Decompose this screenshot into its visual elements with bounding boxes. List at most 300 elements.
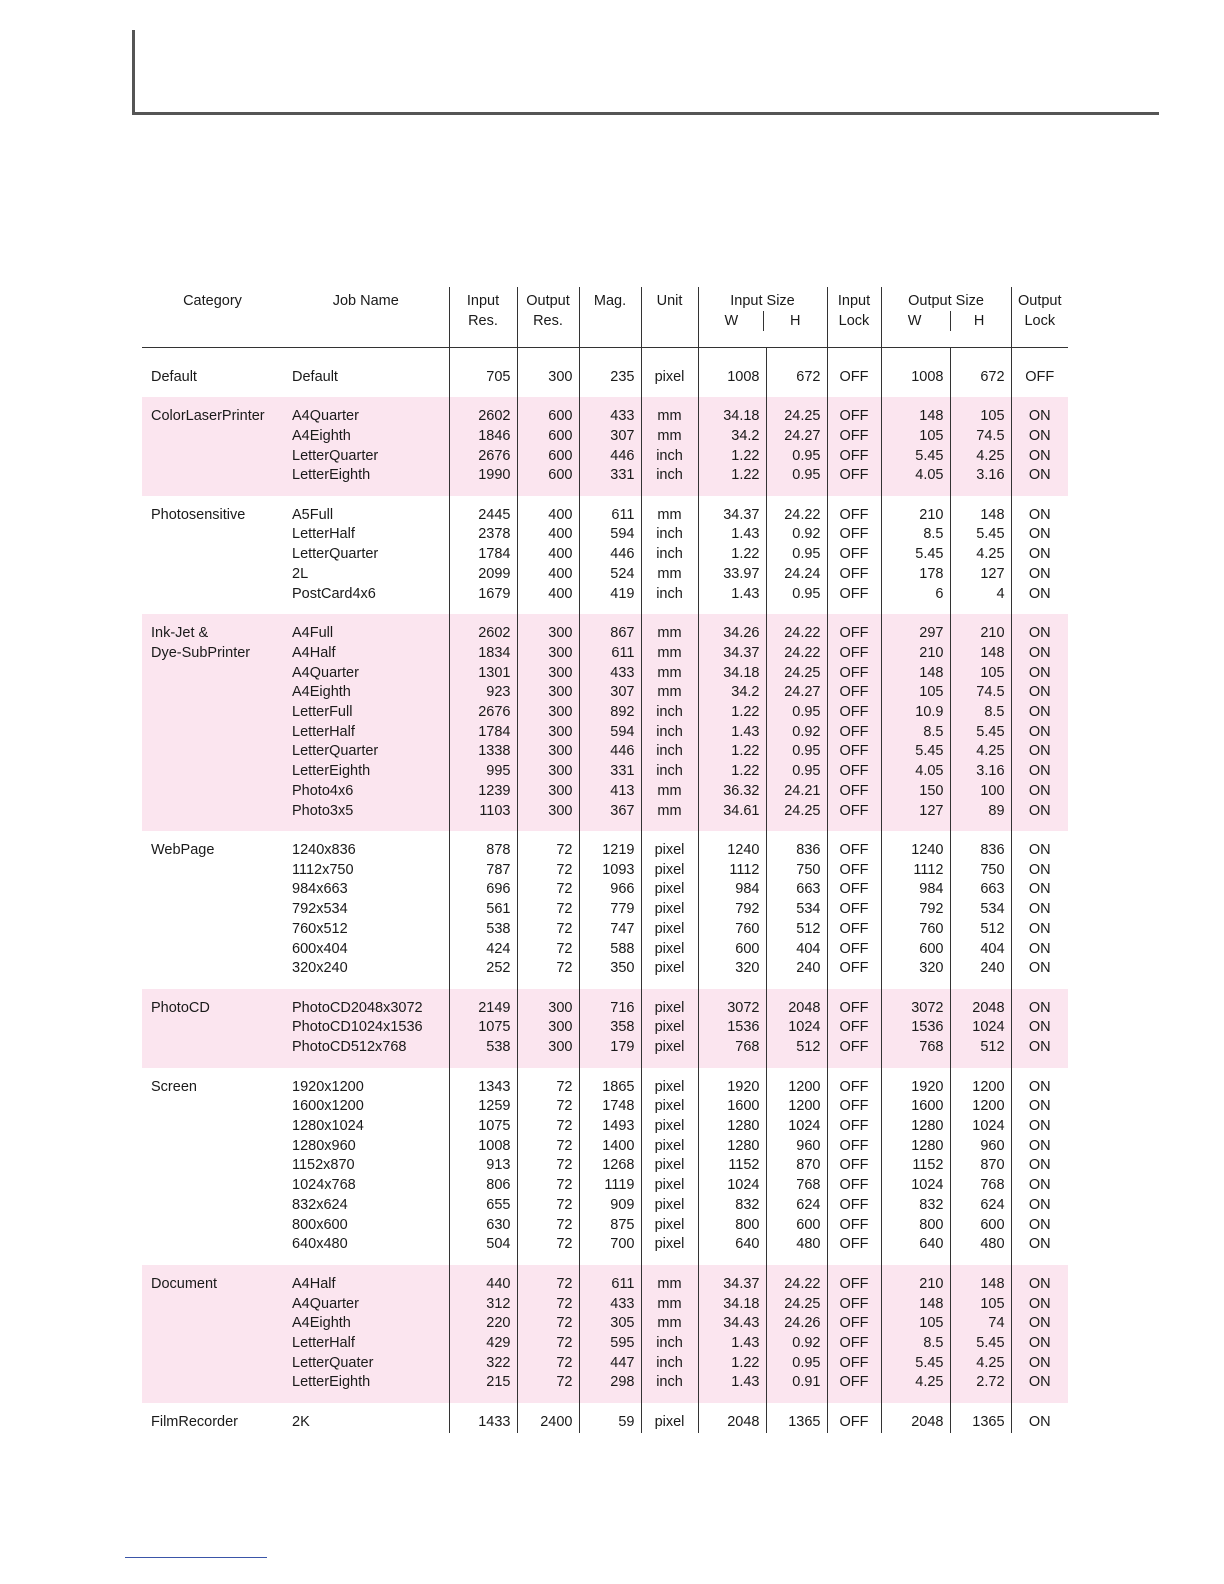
- job-name-cell: Photo4x6: [283, 782, 449, 802]
- value-cell: 4.05: [881, 466, 950, 486]
- value-cell: 34.61: [698, 802, 766, 822]
- value-cell: 300: [517, 723, 579, 743]
- value-cell: ON: [1011, 841, 1068, 861]
- value-cell: 480: [950, 1235, 1011, 1255]
- value-cell: 307: [579, 683, 641, 703]
- value-cell: 59: [579, 1413, 641, 1433]
- value-cell: 1024: [766, 1018, 827, 1038]
- value-cell: 300: [517, 368, 579, 388]
- value-cell: OFF: [827, 683, 881, 703]
- value-cell: 400: [517, 545, 579, 565]
- value-cell: OFF: [827, 624, 881, 644]
- job-name-cell: 640x480: [292, 1236, 348, 1253]
- value-cell: OFF: [827, 664, 881, 684]
- value-cell: OFF: [827, 782, 881, 802]
- value-cell: inch: [641, 585, 698, 605]
- value-cell: 600: [766, 1216, 827, 1236]
- value-cell: 611: [579, 506, 641, 526]
- value-cell: 24.25: [766, 407, 827, 427]
- value-cell: OFF: [827, 1117, 881, 1137]
- value-cell: 34.18: [698, 1295, 766, 1315]
- job-name-cell: LetterHalf: [292, 526, 355, 543]
- value-cell: inch: [641, 742, 698, 762]
- value-cell: 34.18: [698, 664, 766, 684]
- value-cell: 127: [881, 802, 950, 822]
- value-cell: 34.37: [698, 644, 766, 664]
- page-header-frame: [132, 30, 1159, 115]
- value-cell: 760: [881, 920, 950, 940]
- value-cell: OFF: [827, 723, 881, 743]
- value-cell: 1.43: [698, 585, 766, 605]
- value-cell: 768: [698, 1038, 766, 1058]
- value-cell: 331: [579, 762, 641, 782]
- value-cell: 72: [517, 1078, 579, 1098]
- value-cell: 5.45: [950, 723, 1011, 743]
- value-cell: OFF: [827, 1038, 881, 1058]
- table-row: [142, 1137, 1068, 1157]
- value-cell: 5.45: [950, 525, 1011, 545]
- value-cell: 512: [766, 920, 827, 940]
- table-row: [142, 1295, 1068, 1315]
- category-cell: [142, 782, 283, 802]
- value-cell: 1024: [950, 1018, 1011, 1038]
- value-cell: 800: [698, 1216, 766, 1236]
- category-cell: Document: [142, 1275, 283, 1295]
- value-cell: 72: [517, 1334, 579, 1354]
- value-cell: 24.27: [766, 427, 827, 447]
- value-cell: OFF: [827, 506, 881, 526]
- category-cell: [142, 1117, 283, 1137]
- category-cell: [142, 565, 283, 585]
- value-cell: OFF: [827, 565, 881, 585]
- value-cell: 300: [517, 782, 579, 802]
- value-cell: 300: [517, 703, 579, 723]
- value-cell: ON: [1011, 861, 1068, 881]
- value-cell: 538: [449, 1038, 517, 1058]
- value-cell: ON: [1011, 1156, 1068, 1176]
- value-cell: 440: [449, 1275, 517, 1295]
- table-row: [142, 703, 1068, 723]
- table-row: [142, 959, 1068, 979]
- value-cell: mm: [641, 506, 698, 526]
- value-cell: 0.91: [766, 1373, 827, 1393]
- value-cell: 24.24: [766, 565, 827, 585]
- job-name-cell: 2L: [292, 565, 309, 582]
- value-cell: OFF: [827, 1354, 881, 1374]
- value-cell: ON: [1011, 1413, 1068, 1433]
- group-spacer: [142, 348, 1068, 368]
- category-cell: Photosensitive: [151, 506, 246, 523]
- job-name-cell: A4Quarter: [283, 1295, 449, 1315]
- value-cell: 1.22: [698, 447, 766, 467]
- value-cell: OFF: [827, 1097, 881, 1117]
- value-cell: 0.95: [766, 742, 827, 762]
- category-cell: PhotoCD: [142, 999, 283, 1019]
- table-row: [142, 1235, 1068, 1255]
- value-cell: pixel: [641, 1038, 698, 1058]
- job-name-cell: LetterEighth: [283, 1373, 449, 1393]
- value-cell: 0.95: [766, 762, 827, 782]
- job-name-cell: PostCard4x6: [292, 585, 376, 602]
- category-cell: [142, 959, 283, 979]
- value-cell: 594: [579, 525, 641, 545]
- table-row: [142, 782, 1068, 802]
- value-cell: 611: [579, 1275, 641, 1295]
- value-cell: 1365: [766, 1413, 827, 1433]
- value-cell: ON: [1011, 1373, 1068, 1393]
- table-row: [142, 368, 1068, 388]
- category-cell: [142, 802, 283, 822]
- category-cell: [142, 1018, 283, 1038]
- value-cell: 600: [950, 1216, 1011, 1236]
- value-cell: 404: [950, 940, 1011, 960]
- group-spacer: [142, 1255, 1068, 1275]
- value-cell: 105: [881, 427, 950, 447]
- category-cell: Default: [151, 368, 197, 385]
- value-cell: 1268: [579, 1156, 641, 1176]
- value-cell: OFF: [827, 447, 881, 467]
- value-cell: OFF: [827, 1334, 881, 1354]
- value-cell: ON: [1011, 782, 1068, 802]
- value-cell: 300: [517, 1038, 579, 1058]
- table-row: [142, 841, 1068, 861]
- value-cell: mm: [641, 1295, 698, 1315]
- value-cell: 447: [579, 1354, 641, 1374]
- table-row: [142, 1038, 1068, 1058]
- value-cell: 8.5: [881, 1334, 950, 1354]
- value-cell: OFF: [827, 368, 881, 388]
- value-cell: 358: [579, 1018, 641, 1038]
- value-cell: 72: [517, 900, 579, 920]
- job-name-cell: 1600x1200: [292, 1098, 364, 1115]
- table-row: [142, 545, 1068, 565]
- value-cell: 72: [517, 1354, 579, 1374]
- value-cell: mm: [641, 782, 698, 802]
- value-cell: 446: [579, 447, 641, 467]
- value-cell: 10.9: [881, 703, 950, 723]
- value-cell: inch: [641, 1354, 698, 1374]
- header-mag: Mag.: [579, 287, 641, 348]
- job-name-cell: 792x534: [292, 901, 348, 918]
- job-name-cell: 320x240: [292, 960, 348, 977]
- value-cell: 429: [449, 1334, 517, 1354]
- value-cell: 1338: [449, 742, 517, 762]
- value-cell: 1280: [881, 1117, 950, 1137]
- value-cell: 5.45: [881, 742, 950, 762]
- value-cell: 105: [881, 1314, 950, 1334]
- table-row: [142, 1117, 1068, 1137]
- value-cell: 72: [517, 1137, 579, 1157]
- value-cell: pixel: [641, 1413, 698, 1433]
- value-cell: 1024: [881, 1176, 950, 1196]
- value-cell: 611: [579, 644, 641, 664]
- value-cell: 1.22: [698, 1354, 766, 1374]
- value-cell: 534: [766, 900, 827, 920]
- table-row: [142, 1334, 1068, 1354]
- value-cell: 404: [766, 940, 827, 960]
- value-cell: 2676: [449, 447, 517, 467]
- value-cell: 867: [579, 624, 641, 644]
- value-cell: 696: [449, 880, 517, 900]
- value-cell: mm: [641, 644, 698, 664]
- value-cell: pixel: [641, 959, 698, 979]
- value-cell: pixel: [641, 999, 698, 1019]
- value-cell: 5.45: [950, 1334, 1011, 1354]
- value-cell: 34.43: [698, 1314, 766, 1334]
- table-row: [142, 427, 1068, 447]
- category-cell: [142, 1314, 283, 1334]
- value-cell: 433: [579, 1295, 641, 1315]
- value-cell: 350: [579, 959, 641, 979]
- value-cell: OFF: [827, 1156, 881, 1176]
- value-cell: 1152: [881, 1156, 950, 1176]
- table-row: [142, 506, 1068, 526]
- table-row: [142, 940, 1068, 960]
- table-row: [142, 1413, 1068, 1433]
- value-cell: 210: [881, 644, 950, 664]
- value-cell: OFF: [827, 466, 881, 486]
- value-cell: 800: [881, 1216, 950, 1236]
- value-cell: 235: [579, 368, 641, 388]
- job-name-cell: LetterFull: [283, 703, 449, 723]
- value-cell: 1008: [449, 1137, 517, 1157]
- value-cell: 413: [579, 782, 641, 802]
- value-cell: 1784: [449, 723, 517, 743]
- value-cell: inch: [641, 447, 698, 467]
- value-cell: 966: [579, 880, 641, 900]
- value-cell: 1240: [881, 841, 950, 861]
- value-cell: 1.22: [698, 466, 766, 486]
- value-cell: 1.22: [698, 762, 766, 782]
- value-cell: mm: [641, 427, 698, 447]
- value-cell: ON: [1011, 1334, 1068, 1354]
- value-cell: 148: [881, 664, 950, 684]
- value-cell: 624: [950, 1196, 1011, 1216]
- value-cell: 150: [881, 782, 950, 802]
- value-cell: 72: [517, 1275, 579, 1295]
- category-cell: [142, 742, 283, 762]
- value-cell: OFF: [827, 1295, 881, 1315]
- value-cell: OFF: [1011, 368, 1068, 388]
- job-name-cell: LetterQuarter: [292, 546, 379, 563]
- header-category: Category: [142, 287, 283, 348]
- value-cell: pixel: [641, 1078, 698, 1098]
- value-cell: 806: [449, 1176, 517, 1196]
- table-row: [142, 1196, 1068, 1216]
- value-cell: pixel: [641, 940, 698, 960]
- value-cell: 1.22: [698, 703, 766, 723]
- value-cell: mm: [641, 565, 698, 585]
- table-row: [142, 1275, 1068, 1295]
- value-cell: 127: [950, 565, 1011, 585]
- value-cell: 105: [881, 683, 950, 703]
- value-cell: 24.22: [766, 644, 827, 664]
- table-header: [142, 287, 1068, 348]
- value-cell: pixel: [641, 1176, 698, 1196]
- job-name-cell: PhotoCD2048x3072: [283, 999, 449, 1019]
- value-cell: 600: [517, 427, 579, 447]
- category-cell: [142, 664, 283, 684]
- value-cell: ON: [1011, 940, 1068, 960]
- value-cell: pixel: [641, 1117, 698, 1137]
- job-name-cell: 800x600: [292, 1216, 348, 1233]
- value-cell: ON: [1011, 959, 1068, 979]
- value-cell: 600: [517, 407, 579, 427]
- value-cell: ON: [1011, 802, 1068, 822]
- value-cell: ON: [1011, 545, 1068, 565]
- category-cell: [142, 1216, 283, 1236]
- value-cell: pixel: [641, 1216, 698, 1236]
- category-cell: [142, 920, 283, 940]
- value-cell: 210: [881, 1275, 950, 1295]
- value-cell: 588: [579, 940, 641, 960]
- value-cell: 2400: [517, 1413, 579, 1433]
- value-cell: ON: [1011, 1078, 1068, 1098]
- value-cell: 0.92: [766, 1334, 827, 1354]
- value-cell: 750: [766, 861, 827, 881]
- value-cell: OFF: [827, 900, 881, 920]
- job-name-cell: A4Full: [283, 624, 449, 644]
- value-cell: inch: [641, 1373, 698, 1393]
- category-cell: [142, 447, 283, 467]
- value-cell: 5.45: [881, 447, 950, 467]
- value-cell: 2602: [449, 407, 517, 427]
- value-cell: inch: [641, 723, 698, 743]
- value-cell: OFF: [827, 762, 881, 782]
- value-cell: 1365: [950, 1413, 1011, 1433]
- value-cell: 663: [766, 880, 827, 900]
- group-spacer: [142, 1393, 1068, 1413]
- value-cell: 5.45: [881, 545, 950, 565]
- header-input-res: Input Res.: [449, 287, 517, 348]
- value-cell: ON: [1011, 1038, 1068, 1058]
- value-cell: 1075: [449, 1018, 517, 1038]
- value-cell: 870: [766, 1156, 827, 1176]
- value-cell: OFF: [827, 407, 881, 427]
- value-cell: 600: [517, 447, 579, 467]
- job-name-cell: 1024x768: [292, 1177, 356, 1194]
- value-cell: ON: [1011, 1235, 1068, 1255]
- value-cell: pixel: [641, 1196, 698, 1216]
- value-cell: 995: [449, 762, 517, 782]
- category-cell: [142, 861, 283, 881]
- value-cell: 1200: [766, 1078, 827, 1098]
- value-cell: 34.37: [698, 506, 766, 526]
- category-cell: [142, 900, 283, 920]
- value-cell: 1280: [698, 1137, 766, 1157]
- table-row: [142, 1156, 1068, 1176]
- value-cell: OFF: [827, 1078, 881, 1098]
- value-cell: 8.5: [881, 525, 950, 545]
- value-cell: OFF: [827, 427, 881, 447]
- value-cell: 89: [950, 802, 1011, 822]
- value-cell: 1024: [950, 1117, 1011, 1137]
- value-cell: ON: [1011, 1117, 1068, 1137]
- value-cell: 298: [579, 1373, 641, 1393]
- value-cell: OFF: [827, 861, 881, 881]
- table-row: [142, 900, 1068, 920]
- value-cell: 2048: [950, 999, 1011, 1019]
- value-cell: 960: [766, 1137, 827, 1157]
- value-cell: 768: [881, 1038, 950, 1058]
- value-cell: 1.22: [698, 742, 766, 762]
- value-cell: 1200: [950, 1097, 1011, 1117]
- value-cell: 960: [950, 1137, 1011, 1157]
- job-name-cell: 1112x750: [292, 861, 354, 878]
- table-row: [142, 525, 1068, 545]
- value-cell: 320: [881, 959, 950, 979]
- value-cell: 24.25: [766, 664, 827, 684]
- table-row: [142, 742, 1068, 762]
- value-cell: mm: [641, 407, 698, 427]
- job-name-cell: 2K: [292, 1413, 310, 1430]
- value-cell: mm: [641, 1314, 698, 1334]
- value-cell: 297: [881, 624, 950, 644]
- value-cell: 74: [950, 1314, 1011, 1334]
- value-cell: 24.22: [766, 1275, 827, 1295]
- value-cell: 538: [449, 920, 517, 940]
- value-cell: 640: [881, 1235, 950, 1255]
- value-cell: 4.25: [950, 742, 1011, 762]
- value-cell: 836: [950, 841, 1011, 861]
- category-cell: [142, 1137, 283, 1157]
- value-cell: mm: [641, 1275, 698, 1295]
- job-name-cell: LetterHalf: [283, 723, 449, 743]
- value-cell: ON: [1011, 683, 1068, 703]
- value-cell: 72: [517, 1117, 579, 1137]
- value-cell: 3.16: [950, 762, 1011, 782]
- value-cell: OFF: [827, 999, 881, 1019]
- value-cell: 210: [950, 624, 1011, 644]
- category-cell: [142, 427, 283, 447]
- value-cell: 446: [579, 742, 641, 762]
- value-cell: 0.95: [766, 466, 827, 486]
- value-cell: 1112: [698, 861, 766, 881]
- value-cell: ON: [1011, 1018, 1068, 1038]
- value-cell: 148: [950, 506, 1011, 526]
- value-cell: ON: [1011, 644, 1068, 664]
- value-cell: 419: [579, 585, 641, 605]
- value-cell: 252: [449, 959, 517, 979]
- value-cell: 8.5: [881, 723, 950, 743]
- value-cell: 1093: [579, 861, 641, 881]
- value-cell: 24.21: [766, 782, 827, 802]
- job-name-cell: LetterEighth: [283, 762, 449, 782]
- job-name-cell: A4Quarter: [283, 664, 449, 684]
- value-cell: 72: [517, 940, 579, 960]
- category-cell: WebPage: [151, 841, 215, 858]
- value-cell: 655: [449, 1196, 517, 1216]
- value-cell: 2445: [449, 506, 517, 526]
- category-cell: [142, 1196, 283, 1216]
- table-row: [142, 1314, 1068, 1334]
- value-cell: OFF: [827, 1314, 881, 1334]
- value-cell: 1280: [698, 1117, 766, 1137]
- value-cell: 1536: [698, 1018, 766, 1038]
- value-cell: 1200: [766, 1097, 827, 1117]
- value-cell: 672: [766, 368, 827, 388]
- value-cell: 1075: [449, 1117, 517, 1137]
- value-cell: ON: [1011, 447, 1068, 467]
- value-cell: ON: [1011, 762, 1068, 782]
- group-spacer: [142, 486, 1068, 506]
- value-cell: 0.95: [766, 545, 827, 565]
- value-cell: 4.25: [950, 545, 1011, 565]
- value-cell: ON: [1011, 585, 1068, 605]
- category-cell: [142, 1235, 283, 1255]
- value-cell: ON: [1011, 900, 1068, 920]
- header-output-lock: Output Lock: [1011, 287, 1068, 348]
